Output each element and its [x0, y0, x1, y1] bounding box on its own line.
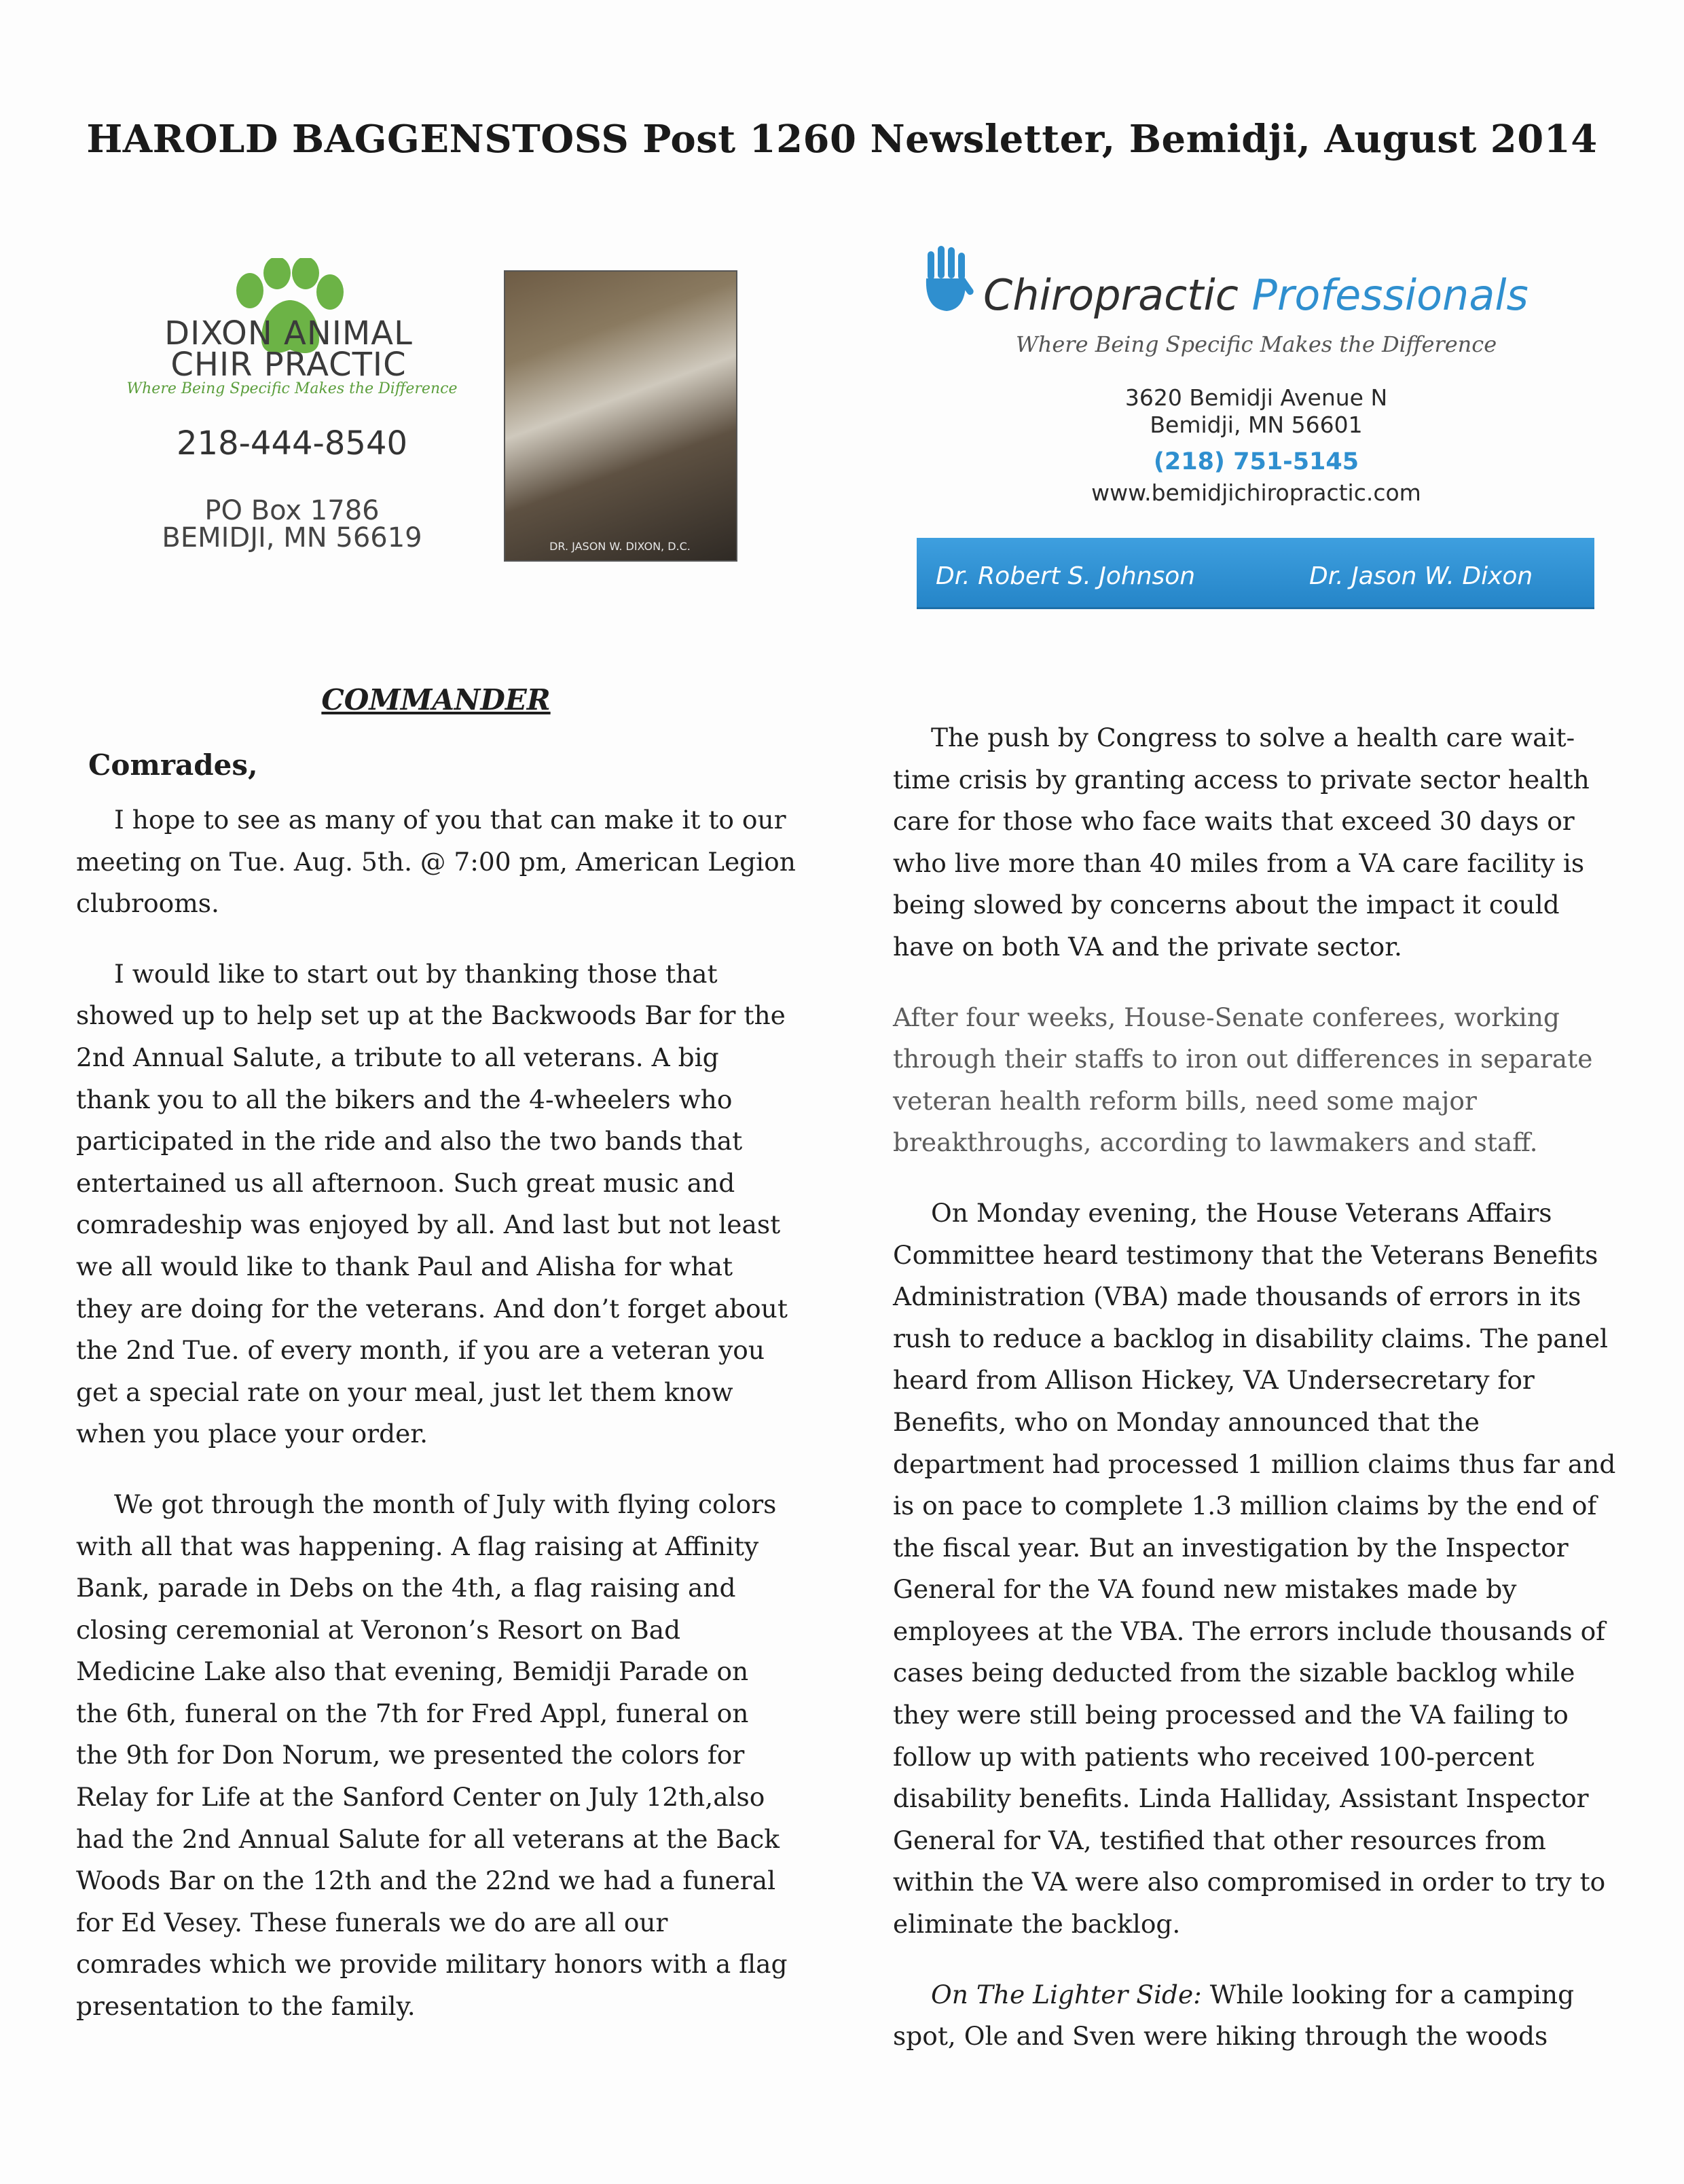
- dixon-name-line2: CHIR PRACTIC: [170, 346, 407, 384]
- dixon-tagline: Where Being Specific Makes the Difference: [126, 380, 458, 397]
- commander-paragraph-2: I would like to start out by thanking those that showed up to help set up at the Backwoods Bar for the 2nd Annual Salute, a tribute to all veterans. A big thank you to all the bikers and the 4-wheelers who participated in the ride and also the two bands that entertained us all afternoon. Such great music and comradeship was enjoyed by all. And last but not least we all would like to thank Paul and Alisha for what they are doing for the veterans. And don’t forget about the 2nd Tue. of every month, if you are a veteran you get a special rate on your meal, just let them know when you place your order.: [76, 958, 788, 1449]
- commander-paragraph-1: I hope to see as many of you that can make it to our meeting on Tue. Aug. 5th. @ 7:00 pm, American Legion clubrooms.: [76, 805, 796, 919]
- dixon-city: BEMIDJI, MN 56619: [162, 522, 422, 553]
- chiro-tagline: Where Being Specific Makes the Difference: [1015, 331, 1497, 357]
- news-paragraph-4: [893, 1974, 1626, 2058]
- chiro-website: www.bemidjichiropractic.com: [1091, 479, 1421, 506]
- chiro-business-name: [983, 270, 1594, 320]
- photo-caption: DR. JASON W. DIXON, D.C.: [549, 540, 691, 553]
- newsletter-title: HAROLD BAGGENSTOSS Post 1260 Newsletter, Bemidji, August 2014: [86, 117, 1598, 162]
- salutation: Comrades,: [88, 748, 258, 782]
- news-column: [893, 717, 1626, 2058]
- lighter-side-label: On The Lighter Side:: [931, 1979, 1202, 2009]
- dixon-po-box: PO Box 1786: [204, 495, 380, 526]
- dixon-address: [102, 497, 482, 551]
- dixon-phone: 218-444-8540: [176, 424, 408, 462]
- commander-column: [76, 799, 796, 2028]
- chiro-address: [985, 384, 1528, 439]
- chiro-name-part2: Professionals: [1251, 270, 1529, 320]
- doctor-dixon-label: Dr. Jason W. Dixon: [1309, 562, 1533, 590]
- lighter-side-text: While looking for a camping spot, Ole and Sven were hiking through the woods: [893, 1979, 1575, 2052]
- chiro-name-part1: Chiropractic: [983, 270, 1252, 320]
- news-paragraph-2-block: [893, 997, 1626, 1164]
- news-paragraph-1: The push by Congress to solve a health care wait-time crisis by granting access to private sector health care for those who face waits that exceed 30 days or who live more than 40 miles from a VA care facility is being slowed by concerns about the impact it could have on both VA and the private sector.: [893, 723, 1590, 962]
- news-paragraph-2: After four weeks, House-Senate conferees, working through their staffs to iron out differences in separate veteran health reform bills, need some major breakthroughs, according to lawmakers and staff.: [893, 1002, 1593, 1158]
- doctor-johnson-label: Dr. Robert S. Johnson: [936, 562, 1196, 590]
- commander-heading: COMMANDER: [321, 683, 551, 716]
- commander-paragraph-3: We got through the month of July with flying colors with all that was happening. A flag raising at Affinity Bank, parade in Debs on the 4th, a flag raising and closing ceremonial at Veronon’s Resort on Bad Medicine Lake also that evening, Bemidji Parade on the 6th, funeral on the 7th for Fred Appl, funeral on the 9th for Don Norum, we presented the colors for Relay for Life at the Sanford Center on July 12th,also had the 2nd Annual Salute for all veterans at the Back Woods Bar on the 12th and the 22nd we had a funeral for Ed Vesey. These funerals we do are all our comrades which we provide military honors with a flag presentation to the family.: [76, 1489, 788, 2022]
- dixon-name-line1: DIXON ANIMAL: [164, 314, 413, 352]
- hand-print-icon: [918, 244, 979, 316]
- chiro-address-line2: Bemidji, MN 56601: [1150, 412, 1363, 438]
- chiro-address-line1: 3620 Bemidji Avenue N: [1124, 384, 1388, 411]
- news-paragraph-3: On Monday evening, the House Veterans Affairs Committee heard testimony that the Veterans Benefits Administration (VBA) made thousands of errors in its rush to reduce a backlog in disability claims. The panel heard from Allison Hickey, VA Undersecretary for Benefits, who on Monday announced that the department had processed 1 million claims thus far and is on pace to complete 1.3 million claims by the end of the fiscal year. But an investigation by the Inspector General for the VA found new mistakes made by employees at the VBA. The errors include thousands of cases being deducted from the sizable backlog while they were still being processed and the VA failing to follow up with patients who received 100-percent disability benefits. Linda Halliday, Assistant Inspector General for VA, testified that other resources from within the VA were also compromised in order to try to eliminate the backlog.: [893, 1197, 1616, 1940]
- dixon-business-name: [119, 314, 458, 384]
- chiro-phone: (218) 751-5145: [1153, 448, 1359, 475]
- doctor-with-dog-photo: [504, 270, 737, 562]
